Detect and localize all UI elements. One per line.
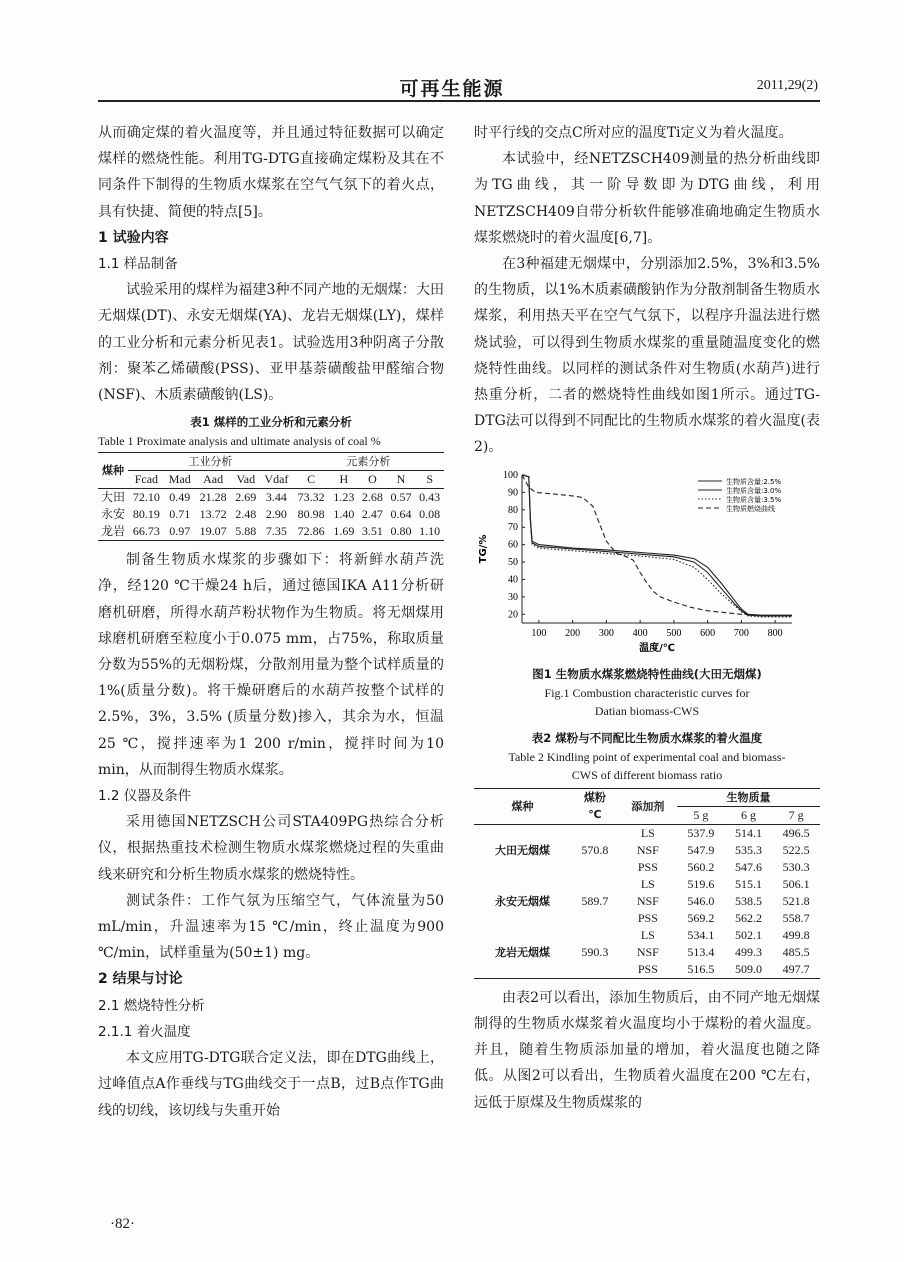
table-cell: NSF [636,893,659,908]
table1-col-header: Fcad [134,472,159,487]
section-2-1-1-heading: 2.1.1 着火温度 [98,1023,191,1040]
table-cell: 2.90 [265,507,287,522]
table2-title-cn: 表2 煤粉与不同配比生物质水煤浆的着火温度 [531,730,763,745]
table1-col-header: C [307,472,316,487]
table-cell: 0.43 [419,490,441,505]
table-cell: 499.3 [734,944,762,959]
table-cell: 2.47 [361,507,383,522]
table-cell: 3.44 [265,490,287,505]
table-cell: 535.3 [734,842,762,857]
continuation-paragraph: 时平行线的交点C所对应的温度Ti定义为着火温度。 [474,125,793,141]
x-tick-label: 200 [565,627,581,639]
x-tick-label: 100 [531,627,547,639]
table1-col-header: H [339,472,349,487]
x-tick-label: 600 [700,627,716,639]
table-row [98,506,444,523]
table-row [474,876,820,893]
table1-group-ultimate: 元素分析 [293,453,444,471]
table-cell: 515.1 [734,876,762,891]
prep-paragraph: 制备生物质水煤浆的步骤如下：将新鲜水葫芦洗净，经120 ℃干燥24 h后，通过德国IKA A11分析研磨机研磨，所得水葫芦粉状物作为生物质。将无烟煤用球磨机研磨至粒度小于0.075 mm，占75%，称取质量分数为55%的无烟粉煤，分散剂用量为整个试样质量的1%(质量分数)。将干燥研磨后的水葫芦按整个试样的2.5%，3%，3.5% (质量分数)掺入，其余为水，恒温25 ℃，搅拌速率为1 200 r/min，搅拌时间为10 min，从而制得生物质水煤浆。 [98,552,444,778]
table2 [474,788,820,979]
header-rule [98,100,820,102]
table1-col-header: Mad [168,472,191,487]
table-cell: 3.51 [361,524,383,539]
table-cell: 513.4 [687,944,715,959]
table-cell: 562.2 [734,910,762,925]
table-cell: 0.71 [169,507,191,522]
y-tick-label: 60 [508,539,518,551]
table-cell: 530.3 [782,859,810,874]
x-tick-label: 700 [733,627,749,639]
table-cell: 大田无烟煤 [495,843,551,857]
table-cell: 72.86 [297,524,325,539]
table-cell: 502.1 [734,927,762,942]
table-row [474,927,820,944]
x-axis-label: 温度/℃ [639,642,675,654]
table-cell: 13.72 [199,507,227,522]
right-column [474,120,820,1116]
table1-col-header: N [396,472,406,487]
table-cell: 589.7 [581,893,609,908]
table-cell: 519.6 [687,876,715,891]
table-row [474,824,820,842]
table-cell: 522.5 [782,842,810,857]
y-tick-label: 80 [508,504,518,516]
y-tick-label: 90 [508,487,518,499]
table-cell: 521.8 [782,893,810,908]
x-tick-label: 300 [598,627,614,639]
fig1-caption-cn: 图1 生物质水煤浆燃烧特性曲线(大田无烟煤) [532,666,762,681]
table1-col-header: Aad [203,472,224,487]
journal-title: 可再生能源 [399,78,505,100]
table1-col-header: Vad [236,472,256,487]
table-cell: PSS [637,961,658,976]
table-cell: 537.9 [687,825,715,840]
table-cell: 1.23 [333,490,355,505]
table2-title-en-1: Table 2 Kindling point of experimental coal and biomass- [508,749,786,764]
table-cell: 560.2 [687,859,715,874]
table-row [98,489,444,507]
table-cell: LS [640,876,655,891]
table-cell: 569.2 [687,910,715,925]
table-cell: 龙岩 [100,524,125,539]
table-cell: 546.0 [687,893,715,908]
table-cell: 2.69 [235,490,257,505]
table-cell: 7.35 [265,524,287,539]
table-cell: LS [640,825,655,840]
tg-chart [474,467,820,655]
table-cell: 0.57 [390,490,412,505]
table-cell: 547.9 [687,842,715,857]
issue-number: 2011,29(2) [756,78,818,93]
table-cell: 永安无烟煤 [495,894,551,908]
table1-title-cn: 表1 煤样的工业分析和元素分析 [190,415,352,430]
table-cell: 72.10 [132,490,160,505]
table-cell: 5.88 [235,524,257,539]
table-cell: 80.98 [297,507,325,522]
table-cell: PSS [637,910,658,925]
table-cell: 496.5 [782,825,810,840]
table1-col-coal: 煤种 [102,464,124,478]
table2-title-en-2: CWS of different biomass ratio [571,767,723,782]
samples-paragraph: 试验采用的煤样为福建3种不同产地的无烟煤：大田无烟煤(DT)、永安无烟煤(YA)、龙岩无烟煤(LY)，煤样的工业分析和元素分析见表1。试验选用3种阴离子分散剂：聚苯乙烯磺酸(PSS)、亚甲基萘磺酸盐甲醛缩合物(NSF)、木质素磺酸钠(LS)。 [98,282,444,404]
table-cell: 大田 [100,490,125,505]
legend-label: 生物质含量:3.5% [726,495,782,504]
table2-col-biomass: 生物质量 [677,788,820,806]
final-paragraph: 由表2可以看出，添加生物质后，由不同产地无烟煤制得的生物质水煤浆着火温度均小于煤粉的着火温度。并且，随着生物质添加量的增加，着火温度也随之降低。从图2可以看出，生物质着火温度在200 ℃左右，远低于原煤及生物质煤浆的 [474,989,820,1111]
figure-1 [474,467,820,664]
section-1-2-heading: 1.2 仪器及条件 [98,788,192,805]
table2-mass-header: 5 g [693,807,709,822]
section-1-1-heading: 1.1 样品制备 [98,256,178,273]
table-cell: 19.07 [199,524,227,539]
section-1-heading: 1 试验内容 [98,229,169,246]
table-cell: 0.64 [390,507,412,522]
legend-label: 生物质含量:3.0% [726,486,782,495]
table-cell: 538.5 [734,893,762,908]
table-cell: PSS [637,859,658,874]
table-cell: 499.8 [782,927,810,942]
table1-title-en: Table 1 Proximate analysis and ultimate analysis of coal % [98,434,381,449]
legend-label: 生物质含量:2.5% [726,477,782,486]
experiment-paragraph: 在3种福建无烟煤中，分别添加2.5%，3%和3.5%的生物质，以1%木质素磺酸钠作为分散剂制备生物质水煤浆，利用热天平在空气气氛下，以程序升温法进行燃烧试验，可以得到生物质水煤浆的重量随温度变化的燃烧特性曲线。以同样的测试条件对生物质(水葫芦)进行热重分析，二者的燃烧特性曲线如图1所示。通过TG-DTG法可以得到不同配比的生物质水煤浆的着火温度(表2)。 [474,256,820,456]
instrument-paragraph: 采用德国NETZSCH公司STA409PG热综合分析仪，根据热重技术检测生物质水煤浆燃烧过程的失重曲线来研究和分析生物质水煤浆的燃烧特性。 [98,814,444,883]
table1-col-header: O [368,472,377,487]
table-cell: 0.97 [169,524,191,539]
table-cell: 534.1 [687,927,715,942]
table2-col-additive: 添加剂 [631,799,665,813]
table2-col-powder: 煤粉 [583,791,606,805]
table-cell: 龙岩无烟煤 [495,945,551,959]
table-cell: 497.7 [782,961,810,976]
table-cell: NSF [636,842,659,857]
x-tick-label: 400 [632,627,648,639]
y-tick-label: 50 [508,556,518,568]
fig1-caption-en-2: Datian biomass-CWS [594,703,700,718]
table-cell: 0.49 [169,490,191,505]
method-paragraph: 本文应用TG-DTG联合定义法，即在DTG曲线上，过峰值点A作垂线与TG曲线交于一点B，过B点作TG曲线的切线，该切线与失重开始 [98,1050,444,1119]
table-cell: 506.1 [782,876,810,891]
table2-mass-header: 6 g [740,807,756,822]
legend-label: 生物质燃烧曲线 [726,504,775,513]
x-tick-label: 800 [767,627,783,639]
table1-col-header: S [426,472,433,487]
table-cell: 80.19 [132,507,160,522]
table-cell: 570.8 [581,842,609,857]
table-cell: 73.32 [297,490,325,505]
y-tick-label: 20 [508,608,518,620]
y-axis-label: TG/% [478,534,489,563]
table-cell: 590.3 [581,944,609,959]
conditions-paragraph: 测试条件：工作气氛为压缩空气，气体流量为50 mL/min，升温速率为15 ℃/min，终止温度为900 ℃/min，试样重量为(50±1) mg。 [98,892,444,962]
table1-group-proximate: 工业分析 [128,453,293,471]
y-tick-label: 70 [508,521,518,533]
table-cell: 485.5 [782,944,810,959]
x-tick-label: 500 [666,627,682,639]
table2-col-coal: 煤种 [511,799,534,813]
table-cell: LS [640,927,655,942]
table2-col-powder-unit: ℃ [588,808,602,822]
y-tick-label: 100 [503,469,518,481]
section-2-heading: 2 结果与讨论 [98,971,183,988]
y-tick-label: 30 [508,591,518,603]
table-cell: 2.48 [235,507,257,522]
table1 [98,452,444,541]
table-cell: 509.0 [734,961,762,976]
intro-paragraph: 从而确定煤的着火温度等，并且通过特征数据可以确定煤样的燃烧性能。利用TG-DTG直接确定煤粉及其在不同条件下制得的生物质水煤浆在空气气氛下的着火点，具有快捷、简便的特点[5]。 [98,125,444,220]
table-cell: 21.28 [199,490,227,505]
table-cell: 2.68 [361,490,383,505]
left-column [98,120,444,1124]
table-cell: 516.5 [687,961,715,976]
table-cell: 1.40 [333,507,355,522]
table-cell: 547.6 [734,859,762,874]
table-cell: 558.7 [782,910,810,925]
table-cell: 0.80 [390,524,412,539]
table1-col-header: Vdaf [264,472,289,487]
table2-mass-header: 7 g [788,807,804,822]
table-cell: NSF [636,944,659,959]
fig1-caption-en-1: Fig.1 Combustion characteristic curves for [544,685,750,700]
table-cell: 66.73 [132,524,160,539]
table-cell: 514.1 [734,825,762,840]
table-cell: 1.10 [419,524,441,539]
y-tick-label: 40 [508,574,518,586]
table-cell: 永安 [100,507,125,522]
netzsch-paragraph: 本试验中，经NETZSCH409测量的热分析曲线即为TG曲线，其一阶导数即为DTG曲线，利用NETZSCH409自带分析软件能够准确地确定生物质水煤浆燃烧时的着火温度[6,7]。 [474,151,820,246]
section-2-1-heading: 2.1 燃烧特性分析 [98,997,205,1014]
table-cell: 1.69 [333,524,355,539]
page-number: ·82· [110,1216,135,1232]
table-cell: 0.08 [419,507,441,522]
table-row [98,523,444,541]
